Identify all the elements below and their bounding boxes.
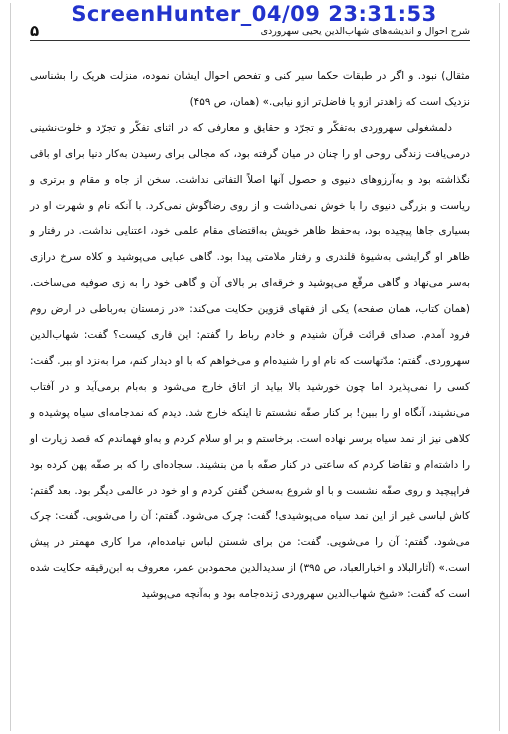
paragraph: دلمشغولی سهروردی به‌تفکّر و تجرّد و حقایق و معارفی که در اثنای تفکّر و تجرّد و خلوت‌نشینی درمی‌یافت زندگی روحی او را چنان در میان گرفته بود، که مجالی برای رسیدن به‌کار دنیا برای او باقی نگذاشته بود و به‌آرزوهای دنیوی و حصول آنها اصلاً التفاتی نداشت. سخن از جاه و مقام و برتری و ریاست و بزرگی دنیوی را با خوش نمی‌داشت و از روی رضاگوش نمی‌کرد. با آنکه نام و شهرت او در بسیاری جاها پیچیده بود، به‌حفظ ظاهر خویش به‌اقتضای مقام علمی خود، اعتنایی نداشت. در رفتار و ظاهر او گرایشی به‌شیوهٔ قلندری و رفتار ملامتی پیدا بود. گاهی عبایی می‌پوشید و کلاه سرخ درازی به‌سر می‌نهاد و گاهی مرقّع می‌پوشید و خرقه‌ای بر بالای آن و گاهی خود را به زی صوفیه می‌ساخت. (همان کتاب، همان صفحه) یکی از فقهای قزوین حکایت می‌کند: «در زمستان به‌رباطی در ارض روم فرود آمدم. صدای قرائت قرآن شنیدم و خادم رباط را گفتم: این قاری کیست؟ گفت: شهاب‌الدین سهروردی. گفتم: مدّتهاست که نام او را شنیده‌ام و می‌خواهم که با او دیدار کنم، مرا به‌نزد او ببر. گفت: کسی را نمی‌پذیرد اما چون خورشید بالا بیاید از اتاق خارج می‌شود و به‌بام برمی‌آید و در آفتاب می‌نشیند، آنگاه او را ببین! بر کنار صفّه نشستم تا اینکه خارج شد. دیدم که نمدجامه‌ای سیاه پوشیده و کلاهی نیز از نمد سیاه برسر نهاده است. برخاستم و بر او سلام کردم و به‌او فهماندم که قصد زیارت او را داشته‌ام و تقاضا کردم که ساعتی در کنار صفّه با من بنشیند. سجاده‌ای را که بر صفّه پهن کرده بود فراپیچید و روی صفّه نشست و با او شروع به‌سخن گفتن کردم و او خود در عالمی دیگر بود. بعد گفتم: کاش لباسی غیر از این نمد سیاه می‌پوشیدی! گفت: چرک می‌شود. گفتم: آن را می‌شویی. گفت: چرک می‌شود. گفتم: آن را می‌شویی. گفت: من برای شستن لباس نیامده‌ام، مرا کاری مهمتر در پیش است.» (آثارالبلاد و اخبارالعباد، ص ۳۹۵) از سدیدالدین محمودبن عمر، معروف به ابن‌رقیقه حکایت شده است که گفت: «شیخ شهاب‌الدین سهروردی ژنده‌جامه بود و به‌آنچه می‌پوشید [30,121,470,601]
page-header [30,24,470,41]
running-title: شرح احوال و اندیشه‌های شهاب‌الدین یحیی سهروردی [260,26,470,37]
page-number: ۵ [30,22,40,40]
paragraph: مثقال) نبود. و اگر در طبقات حکما سیر کنی و تفحص احوال ایشان نموده، منزلت هریک را بشناسی نزدیک است که زاهدتر ازو یا فاضل‌تر ازو نیابی.» (همان، ص ۴۵۹) [30,70,470,108]
screenhunter-watermark: ScreenHunter_04/09 23:31:53 [71,2,437,26]
body-text [30,64,470,608]
